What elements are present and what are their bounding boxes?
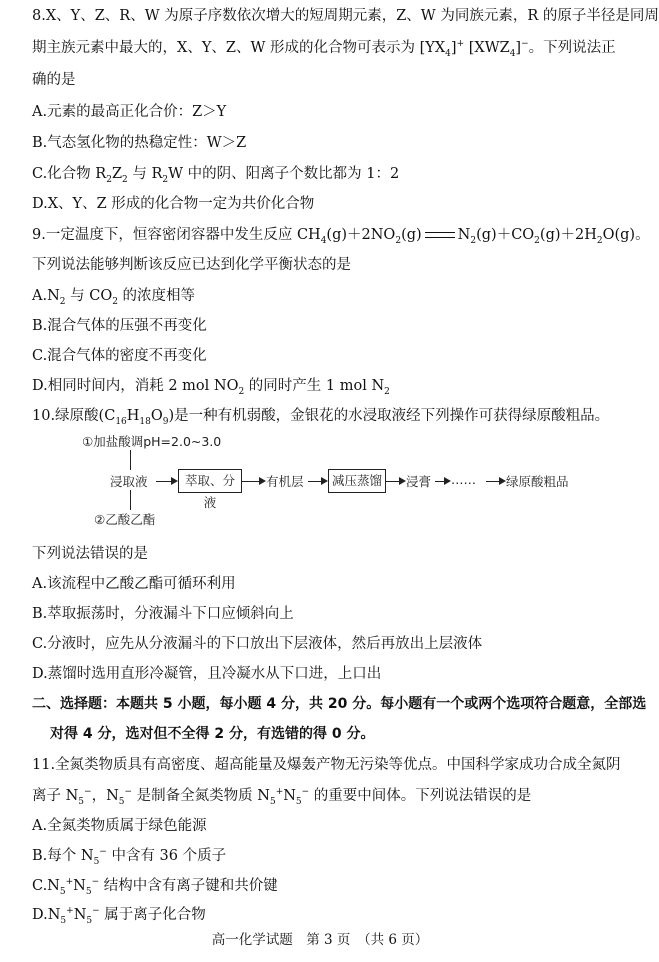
q9-stem-line-2: 下列说法能够判断该反应已达到化学平衡状态的是 bbox=[32, 257, 351, 273]
q8-option-d: D.X、Y、Z 形成的化合物一定为共价化合物 bbox=[32, 196, 315, 212]
q9-option-c: C.混合气体的密度不再变化 bbox=[32, 348, 207, 364]
flow-arrow-1 bbox=[156, 481, 176, 482]
section2-heading-line-2: 对得 4 分，选对但不全得 2 分，有选错的得 0 分。 bbox=[50, 726, 375, 742]
flow-dots: …… bbox=[451, 472, 476, 487]
q8-stem-line-2: 期主族元素中最大的，X、Y、Z、W 形成的化合物可表示为 $[YX_4]^+$ $[XWZ_4]^-$。下列说法正 bbox=[32, 39, 616, 59]
flow-arrow-5 bbox=[435, 481, 449, 482]
flow-step1-label: ①加盐酸调pH=2.0~3.0 bbox=[82, 434, 222, 449]
q9-stem-line-1: 9.一定温度下，恒容密闭容器中发生反应 $CH_4(g)+2NO_2(g)$ $N_2(g)+CO_2(g)+2H_2O(g)$。 bbox=[32, 227, 650, 246]
q10-option-b: B.萃取振荡时，分液漏斗下口应倾斜向上 bbox=[32, 606, 294, 622]
q9-option-a: $A.N_2$ 与 $CO_2$ 的浓度相等 bbox=[32, 288, 196, 307]
flow-extract-label: 浸膏 bbox=[406, 474, 432, 489]
q11-option-a: A.全氮类物质属于绿色能源 bbox=[32, 818, 207, 834]
flow-start-label: 浸取液 bbox=[110, 474, 148, 489]
q8-option-b: B.气态氢化物的热稳定性：W＞Z bbox=[32, 135, 247, 151]
flow-step2-label: ②乙酸乙酯 bbox=[94, 512, 156, 527]
flow-box-distillation: 减压蒸馏 bbox=[328, 469, 386, 493]
q10-stem-line-1: 10.绿原酸$(C_{16}H_{18}O_9)$是一种有机弱酸，金银花的水浸取液经下列操作可获得绿原酸粗品。 bbox=[32, 408, 610, 427]
page-footer: 高一化学试题 第 3 页 （共 6 页） bbox=[211, 932, 429, 948]
q9-option-b: B.混合气体的压强不再变化 bbox=[32, 318, 207, 334]
flow-connector-bottom bbox=[130, 490, 131, 510]
flow-arrow-6 bbox=[486, 481, 504, 482]
q10-flowchart bbox=[60, 430, 580, 530]
q9-option-d: D.相同时间内，消耗 2 mol $NO_2$ 的同时产生 1 mol $N_2$ bbox=[32, 378, 390, 397]
q8-stem-line-1: 8.X、Y、Z、R、W 为原子序数依次增大的短周期元素，Z、W 为同族元素，R 的原子半径是同周 bbox=[32, 8, 659, 24]
section2-heading-line-1: 二、选择题：本题共 5 小题，每小题 4 分，共 20 分。每小题有一个或两个选项符合题意，全部选 bbox=[32, 696, 647, 712]
q11-option-c: $C.N_5^+N_5^-$ 结构中含有离子键和共价键 bbox=[32, 877, 278, 897]
flow-organic-layer-label: 有机层 bbox=[266, 474, 304, 489]
q11-stem-line-2: 离子 $N_5^-$，$N_5^-$ 是制备全氮类物质 $N_5^+N_5^-$ 的重要中间体。下列说法错误的是 bbox=[32, 787, 532, 807]
flow-arrow-2 bbox=[242, 481, 264, 482]
q11-option-b: B.每个 $N_5^-$ 中含有 36 个质子 bbox=[32, 847, 227, 867]
q8-stem-line-3: 确的是 bbox=[32, 72, 76, 88]
equilibrium-sign bbox=[425, 232, 455, 238]
flow-arrow-3 bbox=[308, 481, 326, 482]
q10-stem-line-2: 下列说法错误的是 bbox=[32, 546, 148, 562]
q8-option-c: C.化合物 $R_2Z_2$ 与 $R_2W$ 中的阴、阳离子个数比都为 1：2 bbox=[32, 166, 400, 185]
flow-box-extraction: 萃取、分液 bbox=[178, 469, 242, 493]
q10-option-c: C.分液时，应先从分液漏斗的下口放出下层液体，然后再放出上层液体 bbox=[32, 636, 483, 652]
q11-stem-line-1: 11.全氮类物质具有高密度、超高能量及爆轰产物无污染等优点。中国科学家成功合成全氮阴 bbox=[32, 757, 621, 773]
flow-end-label: 绿原酸粗品 bbox=[506, 474, 569, 489]
flow-connector-top bbox=[130, 450, 131, 470]
q10-option-a: A.该流程中乙酸乙酯可循环利用 bbox=[32, 576, 236, 592]
q11-option-d: $D.N_5^+N_5^-$ 属于离子化合物 bbox=[32, 906, 206, 926]
flow-arrow-4 bbox=[386, 481, 404, 482]
q8-option-a: A.元素的最高正化合价：Z＞Y bbox=[32, 104, 227, 120]
q10-option-d: D.蒸馏时选用直形冷凝管，且冷凝水从下口进，上口出 bbox=[32, 666, 382, 682]
